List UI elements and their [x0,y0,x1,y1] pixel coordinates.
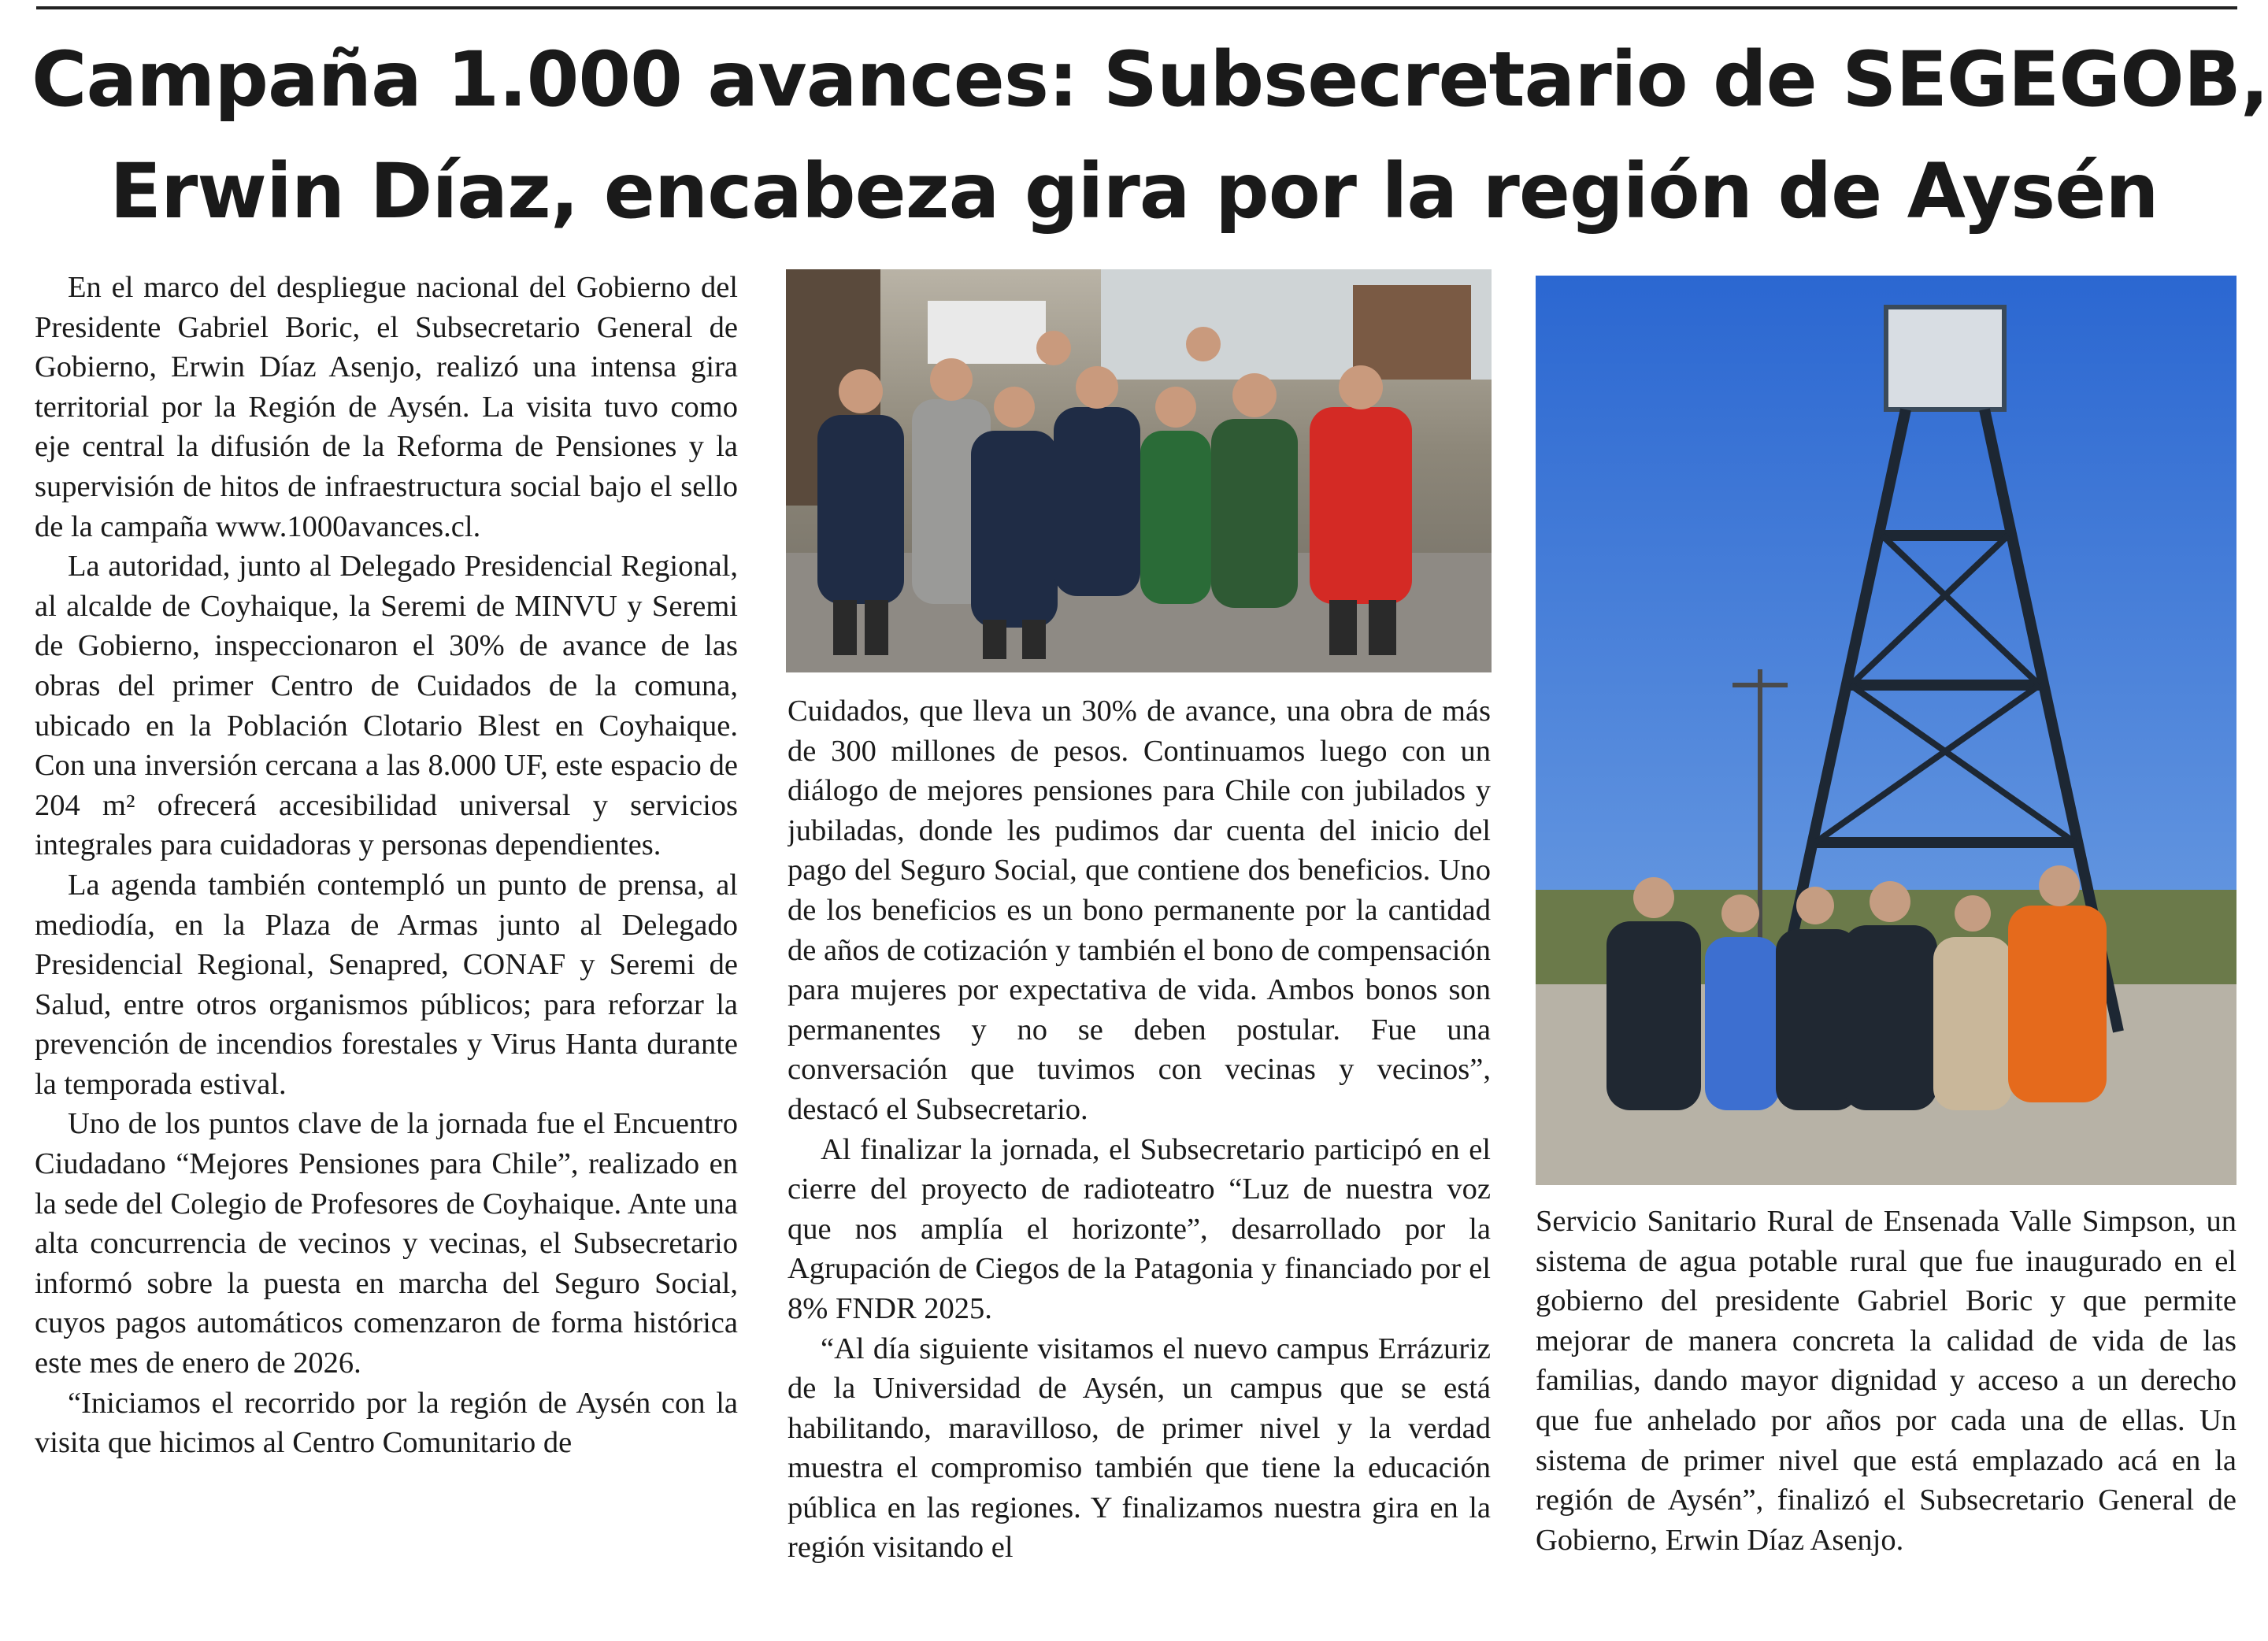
headline-line-1: Campaña 1.000 avances: Subsecretario de SEGEGOB, [32,35,2268,124]
group-photo [786,269,1492,672]
article-column-1 [35,268,738,1630]
paragraph: Servicio Sanitario Rural de Ensenada Valle Simpson, un sistema de agua potable rural que fue inaugurado en el gobierno del presidente Gabriel Boric y que permite mejorar de manera concreta la calidad de vida de las familias, dando mayor dignidad y acceso a un derecho que fue anhelado por años por cada una de ellas. Un sistema de primer nivel que está emplazado acá en la región de Aysén”, finalizó el Subsecretario General de Gobierno, Erwin Díaz Asenjo. [1536,1205,2236,1557]
water-tower-illustration [1536,276,2236,1185]
paragraph: La autoridad, junto al Delegado Presidencial Regional, al alcalde de Coyhaique, la Seremi de MINVU y Seremi de Gobierno, inspeccionaron el 30% de avance de las obras del primer Centro de Cuidados de la comuna, ubicado en la Población Clotario Blest en Coyhaique. Con una inversión cercana a las 8.000 UF, este espacio de 204 m² ofrecerá accesibilidad universal y servicios integrales para cuidadoras y personas dependientes. [35,550,738,862]
headline-line-2: Erwin Díaz, encabeza gira por la región de Aysén [109,147,2159,235]
paragraph: “Iniciamos el recorrido por la región de Aysén con la visita que hicimos al Centro Comunitario de [35,1386,738,1460]
paragraph: Cuidados, que lleva un 30% de avance, una obra de más de 300 millones de pesos. Continuamos luego con un diálogo de mejores pensiones para Chile con jubilados y jubiladas, donde les pudimos dar cuenta del inicio del pago del Seguro Social, que contiene dos beneficios. Uno de los beneficios es un bono permanente por la cantidad de años de cotización y también el bono de compensación para mujeres por expectativa de vida. Ambos bonos son permanentes y no se deben postular. Fue una conversación que tuvimos con vecinas y vecinos”, destacó el Subsecretario. [788,695,1491,1126]
paragraph: Uno de los puntos clave de la jornada fue el Encuentro Ciudadano “Mejores Pensiones para Chile”, realizado en la sede del Colegio de Profesores de Coyhaique. Ante una alta concurrencia de vecinos y vecinas, el Subsecretario informó sobre la puesta en marcha del Seguro Social, cuyos pagos automáticos comenzaron de forma histórica este mes de enero de 2026. [35,1107,738,1380]
top-rule [36,6,2237,9]
paragraph: Al finalizar la jornada, el Subsecretario participó en el cierre del proyecto de radioteatro “Luz de nuestra voz que nos amplía el horizonte”, desarrollado por la Agrupación de Ciegos de la Patagonia y financiado por el 8% FNDR 2025. [788,1132,1491,1325]
article-column-2 [788,691,1491,1636]
paragraph: “Al día siguiente visitamos el nuevo campus Errázuriz de la Universidad de Aysén, un campus que se está habilitando, maravilloso, de primer nivel y la verdad muestra el compromiso también que tiene la educación pública en las regiones. Y finalizamos nuestra gira en la región visitando el [788,1332,1491,1565]
paragraph: En el marco del despliegue nacional del Gobierno del Presidente Gabriel Boric, el Subsecretario General de Gobierno, Erwin Díaz Asenjo, realizó una intensa gira territorial por la Región de Aysén. La visita tuvo como eje central la difusión de la Reforma de Pensiones y la supervisión de hitos de infraestructura social bajo el sello de la campaña www.1000avances.cl. [35,271,738,543]
paragraph: La agenda también contempló un punto de prensa, al mediodía, en la Plaza de Armas junto al Delegado Presidencial Regional, Senapred, CONAF y Seremi de Salud, entre otros organismos públicos; para reforzar la prevención de incendios forestales y Virus Hanta durante la temporada estival. [35,868,738,1101]
headline [32,24,2268,247]
water-tower-photo [1536,276,2236,1185]
group-photo-illustration [786,269,1492,672]
photo-caption-column [1536,1202,2236,1627]
